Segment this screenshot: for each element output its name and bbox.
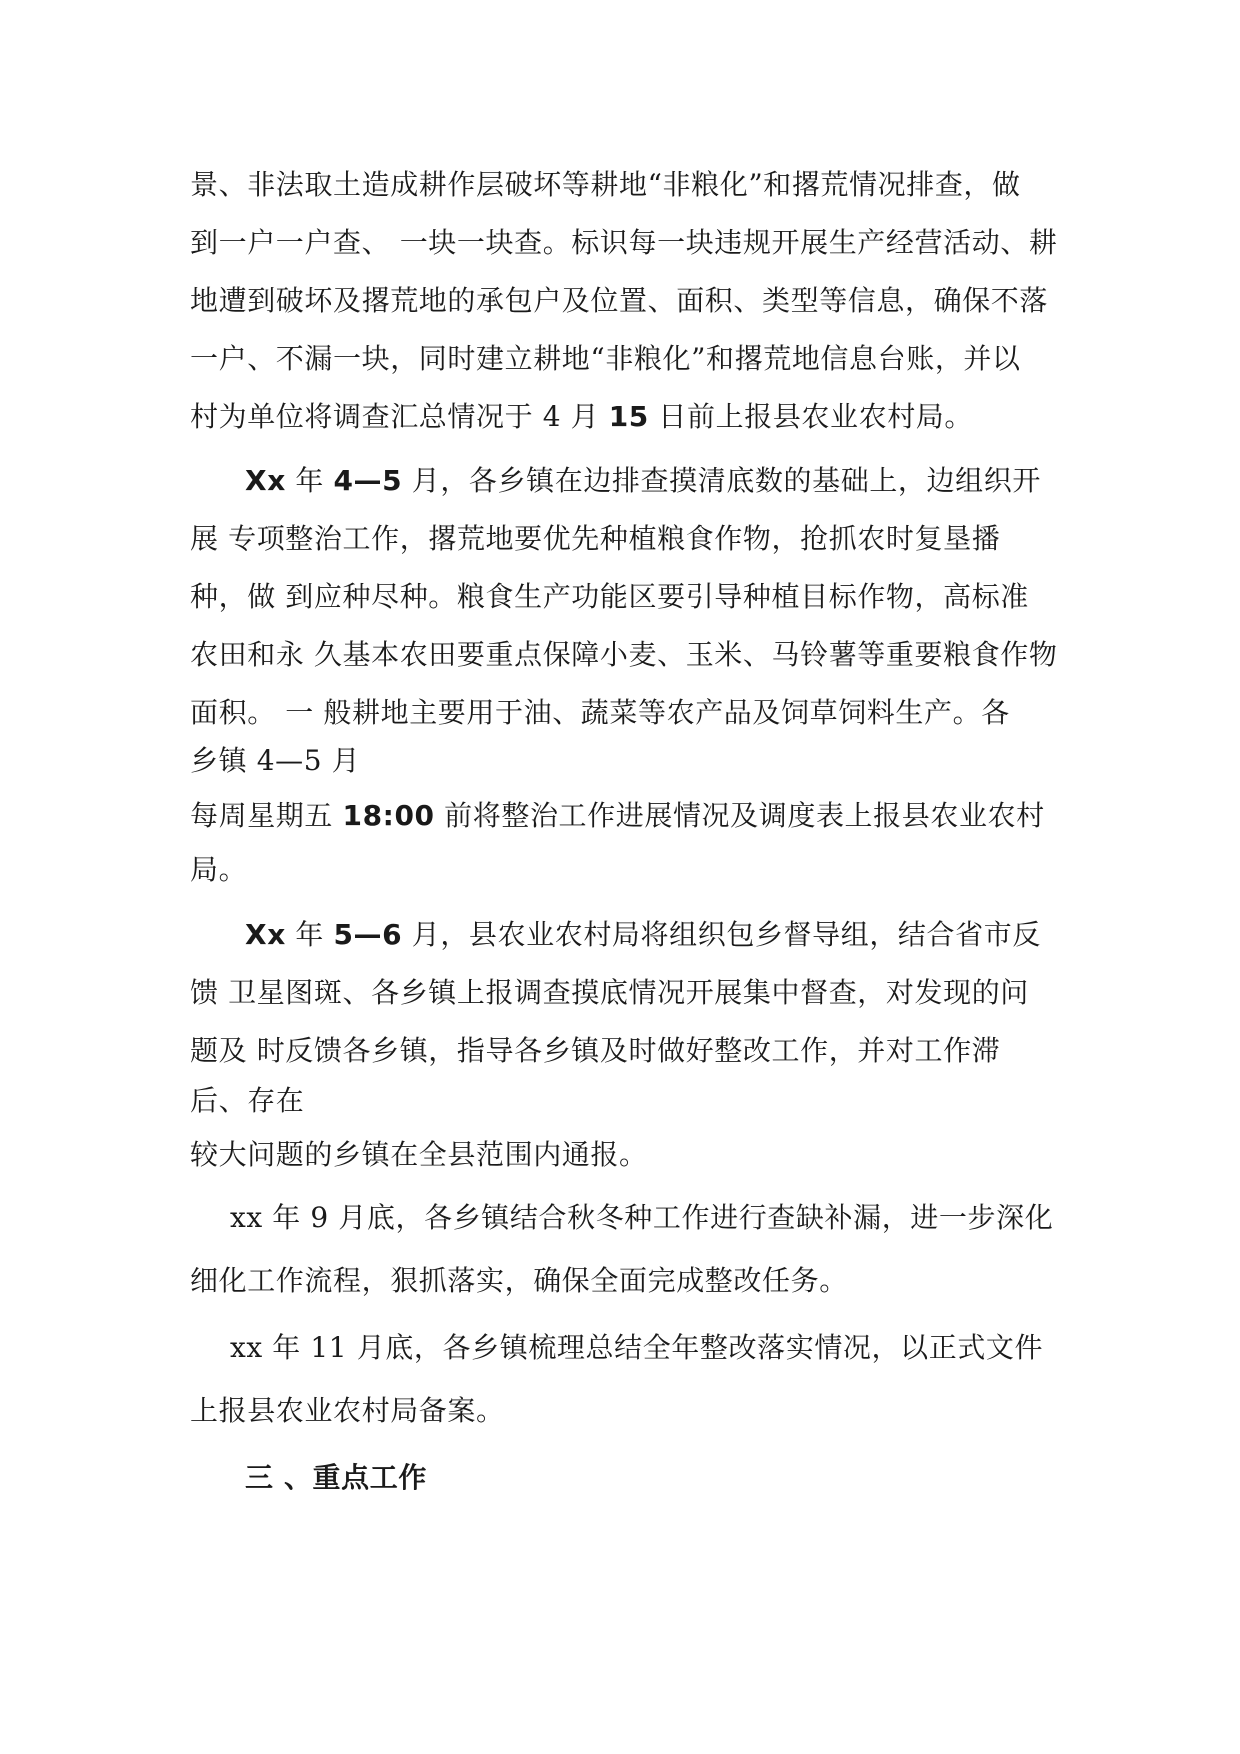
paragraph-line: 馈 卫星图斑、各乡镇上报调查摸底情况开展集中督查，对发现的问: [190, 976, 1029, 1009]
paragraph-line: 乡镇 4—5 月: [190, 744, 361, 777]
year-placeholder: Xx: [245, 464, 286, 497]
paragraph-line: 上报县农业农村局备案。: [190, 1394, 505, 1427]
paragraph-line: 景、非法取土造成耕作层破坏等耕地“非粮化”和撂荒情况排查，做: [190, 168, 1021, 201]
text-span: 月，各乡镇在边排查摸清底数的基础上，边组织开: [402, 464, 1041, 497]
paragraph-line: 一户、不漏一块，同时建立耕地“非粮化”和撂荒地信息台账，并以: [190, 342, 1021, 375]
paragraph-line: 到一户一户查、 一块一块查。标识每一块违规开展生产经营活动、耕: [190, 226, 1058, 259]
paragraph-line: [190, 798, 1045, 834]
section-heading: 三 、重点工作: [245, 1461, 427, 1494]
paragraph-line: 较大问题的乡镇在全县范围内通报。: [190, 1138, 648, 1171]
bold-number: 15: [608, 400, 649, 433]
text-span: 村为单位将调查汇总情况于 4 月: [190, 400, 609, 433]
paragraph-line: xx 年 9 月底，各乡镇结合秋冬种工作进行查缺补漏，进一步深化: [230, 1201, 1054, 1234]
text-span: 日前上报县农业农村局。: [648, 400, 973, 433]
paragraph-line: 农田和永 久基本农田要重点保障小麦、玉米、马铃薯等重要粮食作物: [190, 638, 1058, 671]
paragraph-line: 地遭到破坏及撂荒地的承包户及位置、面积、类型等信息，确保不落: [190, 284, 1049, 317]
year-placeholder: Xx: [245, 918, 286, 951]
text-span: 年: [285, 918, 334, 951]
paragraph-line: [190, 399, 973, 435]
paragraph-line: [245, 917, 1041, 953]
paragraph-line: 后、存在: [190, 1084, 305, 1117]
paragraph-line: 局。: [190, 853, 248, 886]
month-range: 5—6: [333, 918, 403, 951]
paragraph-line: xx 年 11 月底，各乡镇梳理总结全年整改落实情况，以正式文件: [230, 1331, 1044, 1364]
text-span: 月，县农业农村局将组织包乡督导组，结合省市反: [402, 918, 1041, 951]
paragraph-line: 题及 时反馈各乡镇，指导各乡镇及时做好整改工作，并对工作滞: [190, 1034, 1001, 1067]
paragraph-line: 面积。 一 般耕地主要用于油、蔬菜等农产品及饲草饲料生产。各: [190, 696, 1010, 729]
text-span: 前将整治工作进展情况及调度表上报县农业农村: [434, 799, 1045, 832]
paragraph-line: 细化工作流程，狠抓落实，确保全面完成整改任务。: [190, 1264, 848, 1297]
text-span: 每周星期五: [190, 799, 343, 832]
paragraph-line: 展 专项整治工作，撂荒地要优先种植粮食作物，抢抓农时复垦播: [190, 522, 1001, 555]
bold-time: 18:00: [342, 799, 435, 832]
paragraph-line: 种，做 到应种尽种。粮食生产功能区要引导种植目标作物，高标准: [190, 580, 1029, 613]
paragraph-line: [245, 463, 1041, 499]
text-span: 年: [285, 464, 334, 497]
month-range: 4—5: [333, 464, 403, 497]
